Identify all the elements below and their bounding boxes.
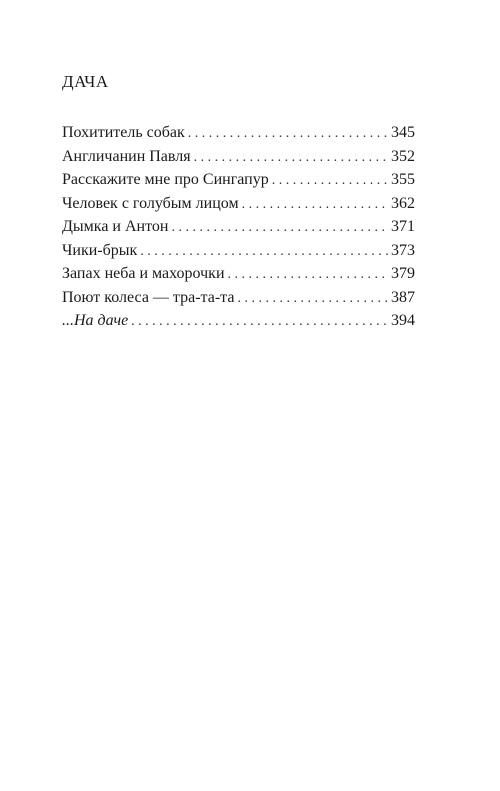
dot-leader <box>228 263 388 287</box>
dot-leader <box>171 216 388 240</box>
toc-entry <box>62 145 415 169</box>
toc-entry-page: 379 <box>391 265 415 282</box>
toc-entry <box>62 286 415 310</box>
toc-entry-page: 355 <box>391 171 415 188</box>
toc-entry-title: Запах неба и махорочки <box>62 265 225 282</box>
dot-leader <box>194 146 388 170</box>
dot-leader <box>188 122 388 146</box>
toc-entry-title: ...На даче <box>62 312 129 329</box>
toc-entry <box>62 168 415 192</box>
dot-leader <box>140 240 388 264</box>
toc-entry-page: 371 <box>391 218 415 235</box>
section-title: ДАЧА <box>62 72 109 91</box>
toc-entry-title: Расскажите мне про Сингапур <box>62 171 269 188</box>
dot-leader <box>131 310 388 334</box>
toc-entry-page: 387 <box>391 288 415 306</box>
toc-entry-page: 394 <box>391 312 415 329</box>
dot-leader <box>242 193 388 217</box>
table-of-contents <box>62 121 415 333</box>
toc-entry <box>62 121 415 145</box>
toc-entry-title: Англичанин Павля <box>62 147 191 165</box>
toc-entry-page: 362 <box>391 194 415 212</box>
toc-entry <box>62 262 415 286</box>
toc-entry-title: Поют колеса — тра-та-та <box>62 288 235 306</box>
toc-entry <box>62 239 415 263</box>
toc-entry-page: 373 <box>391 241 415 259</box>
dot-leader <box>237 287 388 311</box>
toc-entry-page: 352 <box>391 147 415 165</box>
toc-entry <box>62 309 415 333</box>
toc-entry-title: Человек с голубым лицом <box>62 194 239 212</box>
toc-entry-title: Похититель собак <box>62 124 185 141</box>
toc-entry <box>62 215 415 239</box>
toc-entry <box>62 192 415 216</box>
toc-entry-title: Дымка и Антон <box>62 218 169 235</box>
dot-leader <box>272 169 388 193</box>
toc-entry-title: Чики-брык <box>62 241 138 259</box>
toc-entry-page: 345 <box>391 124 415 141</box>
